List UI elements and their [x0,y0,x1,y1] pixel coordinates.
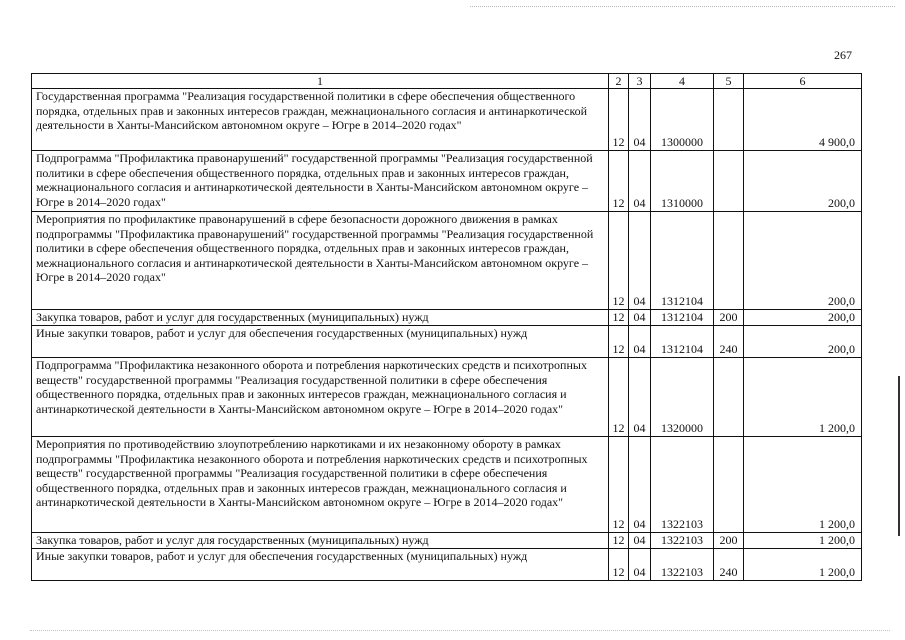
row-name: Государственная программа "Реализация государственной политики в сфере обеспечения общественного порядка, отдельных прав и законных интересов граждан, межнационального согласия и антинаркотической деятельности в Ханты-Мансийском автономном округе – Югре в 2014–2020 годах" [32,89,609,151]
row-section: 12 [609,151,629,212]
row-target-article: 1322103 [651,549,714,581]
table-row [32,533,862,549]
row-amount: 1 200,0 [744,533,862,549]
table-header-row [32,74,862,89]
row-subsection: 04 [629,212,651,310]
row-expense-type [714,151,744,212]
row-name: Закупка товаров, работ и услуг для государственных (муниципальных) нужд [32,310,609,326]
table-row [32,549,862,581]
row-name: Иные закупки товаров, работ и услуг для обеспечения государственных (муниципальных) нужд [32,549,609,581]
table-row [32,310,862,326]
row-subsection: 04 [629,310,651,326]
row-section: 12 [609,549,629,581]
row-target-article: 1312104 [651,326,714,358]
table-row [32,89,862,151]
row-name: Мероприятия по профилактике правонарушений в сфере безопасности дорожного движения в рамках подпрограммы "Профилактика правонарушений" государственной программы "Реализация государственной политики в сфере обеспечения общественного порядка, отдельных прав и законных интересов граждан, межнационального согласия и антинаркотической деятельности в Ханты-Мансийском автономном округе – Югре в 2014–2020 годах" [32,212,609,310]
row-amount: 1 200,0 [744,358,862,437]
row-amount: 200,0 [744,326,862,358]
row-section: 12 [609,437,629,533]
row-target-article: 1312104 [651,310,714,326]
header-cell-name: 1 [32,74,609,89]
row-target-article: 1310000 [651,151,714,212]
row-name: Иные закупки товаров, работ и услуг для обеспечения государственных (муниципальных) нужд [32,326,609,358]
row-amount: 1 200,0 [744,549,862,581]
row-subsection: 04 [629,533,651,549]
row-subsection: 04 [629,326,651,358]
row-expense-type [714,212,744,310]
header-cell-section: 2 [609,74,629,89]
row-subsection: 04 [629,89,651,151]
row-expense-type: 240 [714,549,744,581]
row-target-article: 1312104 [651,212,714,310]
row-expense-type: 200 [714,310,744,326]
row-expense-type [714,437,744,533]
scan-artifact-bottom [30,630,890,631]
row-amount: 200,0 [744,310,862,326]
row-amount: 200,0 [744,212,862,310]
row-target-article: 1300000 [651,89,714,151]
page-number: 267 [834,48,852,62]
row-target-article: 1322103 [651,533,714,549]
row-subsection: 04 [629,358,651,437]
row-name: Подпрограмма "Профилактика незаконного оборота и потребления наркотических средств и психотропных веществ" государственной программы "Реализация государственной политики в сфере обеспечения общественного порядка, отдельных прав и законных интересов граждан, межнационального согласия и антинаркотической деятельности в Ханты-Мансийском автономном округе – Югре в 2014–2020 годах" [32,358,609,437]
row-amount: 1 200,0 [744,437,862,533]
header-cell-expense-type: 5 [714,74,744,89]
row-name: Подпрограмма "Профилактика правонарушений" государственной программы "Реализация государственной политики в сфере обеспечения общественного порядка, отдельных прав и законных интересов граждан, межнационального согласия и антинаркотической деятельности в Ханты-Мансийском автономном округе – Югре в 2014–2020 годах" [32,151,609,212]
row-subsection: 04 [629,151,651,212]
table-row [32,358,862,437]
row-amount: 4 900,0 [744,89,862,151]
row-target-article: 1320000 [651,358,714,437]
row-name: Мероприятия по противодействию злоупотреблению наркотиками и их незаконному обороту в рамках подпрограммы "Профилактика незаконного оборота и потребления наркотических средств и психотропных веществ" государственной программы "Реализация государственной политики в сфере обеспечения общественного порядка, отдельных прав и законных интересов граждан, межнациональногo согласия и антинаркотической деятельности в Ханты-Мансийском автономном округе – Югре в 2014–2020 годах" [32,437,609,533]
header-cell-amount: 6 [744,74,862,89]
row-name: Закупка товаров, работ и услуг для государственных (муниципальных) нужд [32,533,609,549]
header-cell-subsection: 3 [629,74,651,89]
row-subsection: 04 [629,437,651,533]
row-section: 12 [609,533,629,549]
row-section: 12 [609,326,629,358]
header-cell-target-article: 4 [651,74,714,89]
table-row [32,151,862,212]
table-row [32,437,862,533]
row-section: 12 [609,310,629,326]
row-section: 12 [609,358,629,437]
row-section: 12 [609,212,629,310]
table-row [32,326,862,358]
scan-artifact-top [470,6,895,7]
table-row [32,212,862,310]
row-amount: 200,0 [744,151,862,212]
row-target-article: 1322103 [651,437,714,533]
row-expense-type: 200 [714,533,744,549]
scan-artifact-right-edge [898,376,900,536]
row-expense-type [714,358,744,437]
budget-table [31,73,862,581]
row-expense-type: 240 [714,326,744,358]
row-expense-type [714,89,744,151]
row-section: 12 [609,89,629,151]
row-subsection: 04 [629,549,651,581]
